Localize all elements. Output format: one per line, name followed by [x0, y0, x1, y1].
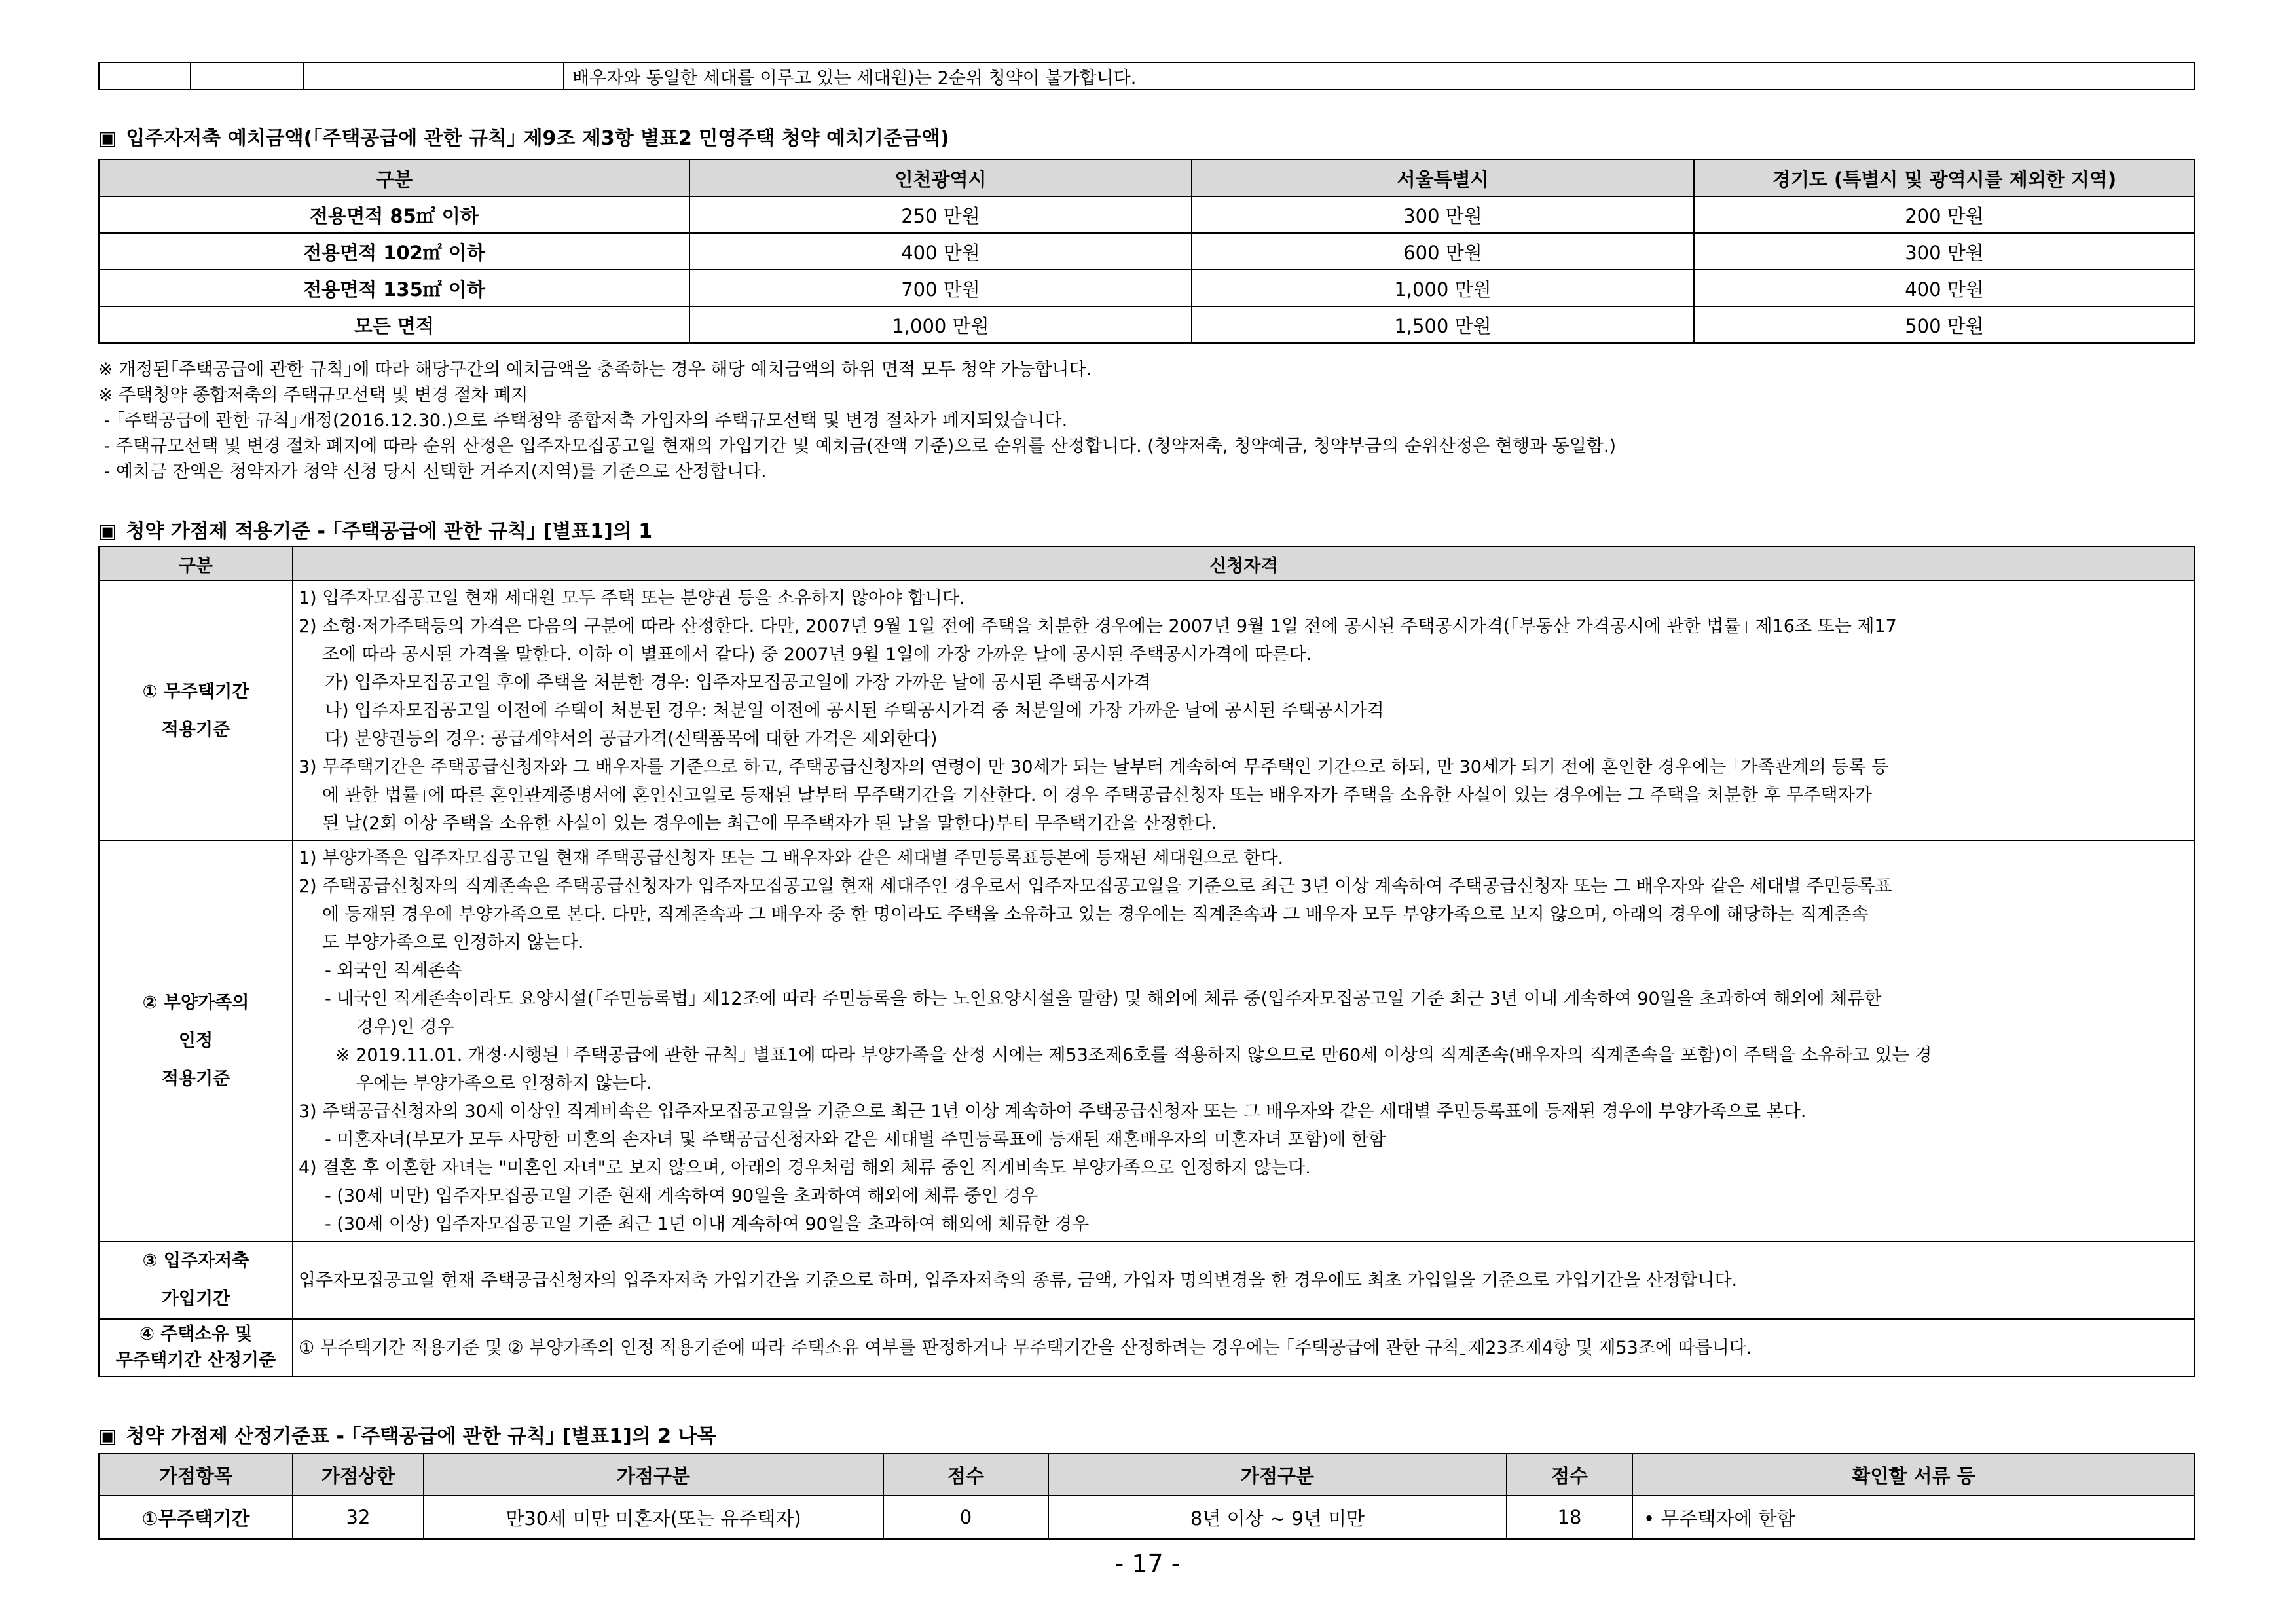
content-line: 나) 입주자모집공고일 이전에 주택이 처분된 경우: 처분일 이전에 공시된 주택공시가격 중 처분일에 가장 가까운 날에 공시된 주택공시가격	[325, 701, 1384, 721]
amount-cell: 300 만원	[1192, 196, 1694, 233]
row-label-line: ② 부양가족의	[142, 993, 249, 1013]
content-line: 된 날(2회 이상 주택을 소유한 사실이 있는 경우에는 최근에 무주택자가 된 날을 말한다)부터 무주택기간을 산정한다.	[322, 813, 1217, 834]
table-row	[99, 1496, 2195, 1539]
content-line: 에 등재된 경우에 부양가족으로 본다. 다만, 직계존속과 그 배우자 중 한 명이라도 주택을 소유하고 있는 경우에는 직계존속과 그 배우자 모두 부양가족으로 보지 않으며, 아래의 경우에 해당하는 직계존속	[322, 904, 1869, 925]
content-line: 경우)인 경우	[356, 1017, 454, 1037]
square-bullet-icon: ▣	[98, 127, 117, 150]
amount-cell: 700 만원	[689, 270, 1192, 306]
header-cell: 구분	[99, 160, 689, 196]
content-line: 3) 주택공급신청자의 30세 이상인 직계비속은 입주자모집공고일을 기준으로 최근 1년 이상 계속하여 주택공급신청자 또는 그 배우자와 같은 세대별 주민등록표에 등재된 경우에 부양가족으로 본다.	[299, 1101, 1807, 1122]
score-category-cell: 만30세 미만 미혼자(또는 유주택자)	[424, 1496, 883, 1539]
page-number: - 17 -	[1114, 1549, 1181, 1578]
content-line: 도 부양가족으로 인정하지 않는다.	[322, 932, 584, 953]
content-line: 4) 결혼 후 이혼한 자녀는 "미혼인 자녀"로 보지 않으며, 아래의 경우처럼 해외 체류 중인 직계비속도 부양가족으로 인정하지 않는다.	[299, 1158, 1311, 1178]
area-cell: 전용면적 85㎡ 이하	[99, 196, 689, 233]
row-content	[293, 581, 2195, 841]
header-cell: 가점항목	[99, 1454, 293, 1496]
row-content	[293, 1242, 2195, 1319]
header-cell: 서울특별시	[1192, 160, 1694, 196]
table-header-row	[99, 547, 2195, 581]
area-cell: 전용면적 102㎡ 이하	[99, 233, 689, 270]
empty-cell	[191, 62, 303, 90]
row-label-ownership-basis	[99, 1319, 293, 1376]
continuation-table	[98, 62, 2195, 90]
amount-cell: 250 만원	[689, 196, 1192, 233]
header-cell: 점수	[883, 1454, 1048, 1496]
score-table	[98, 1453, 2195, 1540]
deposit-title-text: 입주자저축 예치금액(｢주택공급에 관한 규칙｣ 제9조 제3항 별표2 민영주택 청약 예치기준금액)	[126, 127, 949, 150]
area-cell: 전용면적 135㎡ 이하	[99, 270, 689, 306]
row-label-line: 무주택기간 산정기준	[115, 1350, 276, 1371]
table-row	[99, 233, 2195, 270]
score-points-cell: 0	[883, 1496, 1048, 1539]
content-line: - 내국인 직계존속이라도 요양시설(｢주민등록법｣ 제12조에 따라 주민등록을 하는 노인요양시설을 말함) 및 해외에 체류 중(입주자모집공고일 기준 최근 3년 이내 계속하여 90일을 초과하여 해외에 체류한	[325, 989, 1882, 1009]
score-max-cell: 32	[293, 1496, 424, 1539]
table-row	[99, 62, 2195, 90]
table-row	[99, 196, 2195, 233]
amount-cell: 400 만원	[689, 233, 1192, 270]
header-cell: 점수	[1507, 1454, 1632, 1496]
score-title-text: 청약 가점제 산정기준표 - ｢주택공급에 관한 규칙｣ [별표1]의 2 나목	[126, 1425, 716, 1448]
row-label-line: 인정	[178, 1031, 213, 1051]
score-category-cell: 8년 이상 ~ 9년 미만	[1048, 1496, 1507, 1539]
table-row	[99, 1242, 2195, 1319]
amount-cell: 300 만원	[1694, 233, 2195, 270]
content-line: - 외국인 직계존속	[325, 961, 462, 981]
row-label-dependents	[99, 841, 293, 1242]
amount-cell: 200 만원	[1694, 196, 2195, 233]
row-label-no-home-period	[99, 581, 293, 841]
note-line: ※ 주택청약 종합저축의 주택규모선택 및 변경 절차 폐지	[98, 385, 528, 405]
header-cell: 인천광역시	[689, 160, 1192, 196]
header-cell: 경기도 (특별시 및 광역시를 제외한 지역)	[1694, 160, 2195, 196]
note-line: - 예치금 잔액은 청약자가 청약 신청 당시 선택한 거주지(지역)를 기준으로 산정합니다.	[98, 462, 767, 482]
score-section-title	[98, 1420, 716, 1449]
area-cell: 모든 면적	[99, 306, 689, 343]
empty-cell	[99, 62, 191, 90]
continuation-text: 배우자와 동일한 세대를 이루고 있는 세대원)는 2순위 청약이 불가합니다.	[564, 62, 2195, 90]
deposit-section-title	[98, 122, 949, 151]
content-line: - 미혼자녀(부모가 모두 사망한 미혼의 손자녀 및 주택공급신청자와 같은 세대별 주민등록표에 등재된 재혼배우자의 미혼자녀 포함)에 한함	[325, 1130, 1386, 1150]
score-item-cell: ①무주택기간	[99, 1496, 293, 1539]
content-line: 조에 따라 공시된 가격을 말한다. 이하 이 별표에서 같다) 중 2007년 9월 1일에 가장 가까운 날에 공시된 주택공시가격에 따른다.	[322, 644, 1312, 665]
note-line: ※ 개정된｢주택공급에 관한 규칙｣에 따라 해당구간의 예치금액을 충족하는 경우 해당 예치금액의 하위 면적 모두 청약 가능합니다.	[98, 360, 1092, 380]
header-cell: 가점상한	[293, 1454, 424, 1496]
amount-cell: 1,000 만원	[1192, 270, 1694, 306]
deposit-table	[98, 159, 2195, 344]
row-label-line: ③ 입주자저축	[142, 1251, 249, 1271]
content-line: 1) 부양가족은 입주자모집공고일 현재 주택공급신청자 또는 그 배우자와 같은 세대별 주민등록표등본에 등재된 세대원으로 한다.	[299, 848, 1284, 868]
score-points-cell: 18	[1507, 1496, 1632, 1539]
row-label-line: 적용기준	[161, 1069, 230, 1089]
header-cell: 가점구분	[1048, 1454, 1507, 1496]
empty-cell	[303, 62, 564, 90]
deposit-notes	[98, 357, 1616, 485]
square-bullet-icon: ▣	[98, 520, 117, 543]
row-label-line: ① 무주택기간	[142, 681, 249, 702]
amount-cell: 1,000 만원	[689, 306, 1192, 343]
content-line: 2) 소형·저가주택등의 가격은 다음의 구분에 따라 산정한다. 다만, 2007년 9월 1일 전에 주택을 처분한 경우에는 2007년 9월 1일 전에 공시된 주택공시가격(｢부동산 가격공시에 관한 법률｣ 제16조 또는 제17	[299, 616, 1897, 637]
note-line: - 주택규모선택 및 변경 절차 폐지에 따라 순위 산정은 입주자모집공고일 현재의 가입기간 및 예치금(잔액 기준)으로 순위를 산정합니다. (청약저축, 청약예금, 청약부금의 순위산정은 현행과 동일함.)	[98, 436, 1616, 456]
amount-cell: 400 만원	[1694, 270, 2195, 306]
content-line: 우에는 부양가족으로 인정하지 않는다.	[356, 1073, 652, 1094]
table-row	[99, 1319, 2195, 1376]
content-line: ※ 2019.11.01. 개정·시행된 ｢주택공급에 관한 규칙｣ 별표1에 따라 부양가족을 산정 시에는 제53조제6호를 적용하지 않으므로 만60세 이상의 직계존속(배우자의 직계존속을 포함)이 주택을 소유하고 있는 경	[335, 1045, 1932, 1065]
table-header-row	[99, 160, 2195, 196]
header-cell: 가점구분	[424, 1454, 883, 1496]
amount-cell: 1,500 만원	[1192, 306, 1694, 343]
table-header-row	[99, 1454, 2195, 1496]
table-row	[99, 581, 2195, 841]
content-line: - (30세 이상) 입주자모집공고일 기준 최근 1년 이내 계속하여 90일을 초과하여 해외에 체류한 경우	[325, 1214, 1090, 1234]
content-line: - (30세 미만) 입주자모집공고일 기준 현재 계속하여 90일을 초과하여 해외에 체류 중인 경우	[325, 1186, 1038, 1206]
header-cell: 구분	[99, 547, 293, 581]
table-row	[99, 306, 2195, 343]
criteria-section-title	[98, 515, 652, 544]
row-label-line: 적용기준	[161, 719, 230, 740]
required-documents-cell: • 무주택자에 한함	[1632, 1496, 2195, 1539]
table-row	[99, 841, 2195, 1242]
table-row	[99, 270, 2195, 306]
header-cell: 신청자격	[293, 547, 2195, 581]
row-content	[293, 841, 2195, 1242]
row-label-line: 가입기간	[161, 1289, 230, 1309]
content-line: 1) 입주자모집공고일 현재 세대원 모두 주택 또는 분양권 등을 소유하지 않아야 합니다.	[299, 588, 965, 608]
row-content	[293, 1319, 2195, 1376]
content-line: 가) 입주자모집공고일 후에 주택을 처분한 경우: 입주자모집공고일에 가장 가까운 날에 공시된 주택공시가격	[325, 673, 1151, 693]
content-line: ① 무주택기간 적용기준 및 ② 부양가족의 인정 적용기준에 따라 주택소유 여부를 판정하거나 무주택기간을 산정하려는 경우에는 ｢주택공급에 관한 규칙｣제23조제4항 및 제53조에 따릅니다.	[299, 1337, 1752, 1358]
criteria-table	[98, 546, 2195, 1377]
content-line: 에 관한 법률｣에 따른 혼인관계증명서에 혼인신고일로 등재된 날부터 무주택기간을 기산한다. 이 경우 주택공급신청자 또는 배우자가 주택을 소유한 사실이 있는 경우에는 그 주택을 처분한 후 무주택자가	[322, 785, 1872, 805]
row-label-line: ④ 주택소유 및	[139, 1324, 253, 1344]
amount-cell: 600 만원	[1192, 233, 1694, 270]
content-line: 3) 무주택기간은 주택공급신청자와 그 배우자를 기준으로 하고, 주택공급신청자의 연령이 만 30세가 되는 날부터 계속하여 무주택인 기간으로 하되, 만 30세가 되기 전에 혼인한 경우에는 ｢가족관계의 등록 등	[299, 757, 1889, 777]
note-line: - ｢주택공급에 관한 규칙｣개정(2016.12.30.)으로 주택청약 종합저축 가입자의 주택규모선택 및 변경 절차가 폐지되었습니다.	[98, 411, 1068, 431]
amount-cell: 500 만원	[1694, 306, 2195, 343]
square-bullet-icon: ▣	[98, 1425, 117, 1448]
content-line: 2) 주택공급신청자의 직계존속은 주택공급신청자가 입주자모집공고일 현재 세대주인 경우로서 입주자모집공고일을 기준으로 최근 3년 이상 계속하여 주택공급신청자 또는 그 배우자와 같은 세대별 주민등록표	[299, 876, 1892, 896]
content-line: 입주자모집공고일 현재 주택공급신청자의 입주자저축 가입기간을 기준으로 하며, 입주자저축의 종류, 금액, 가입자 명의변경을 한 경우에도 최초 가입일을 기준으로 가입기간을 산정합니다.	[299, 1270, 1738, 1291]
content-line: 다) 분양권등의 경우: 공급계약서의 공급가격(선택품목에 대한 가격은 제외한다)	[325, 729, 938, 749]
header-cell: 확인할 서류 등	[1632, 1454, 2195, 1496]
row-label-savings-period	[99, 1242, 293, 1319]
criteria-title-text: 청약 가점제 적용기준 - ｢주택공급에 관한 규칙｣ [별표1]의 1	[126, 520, 653, 543]
